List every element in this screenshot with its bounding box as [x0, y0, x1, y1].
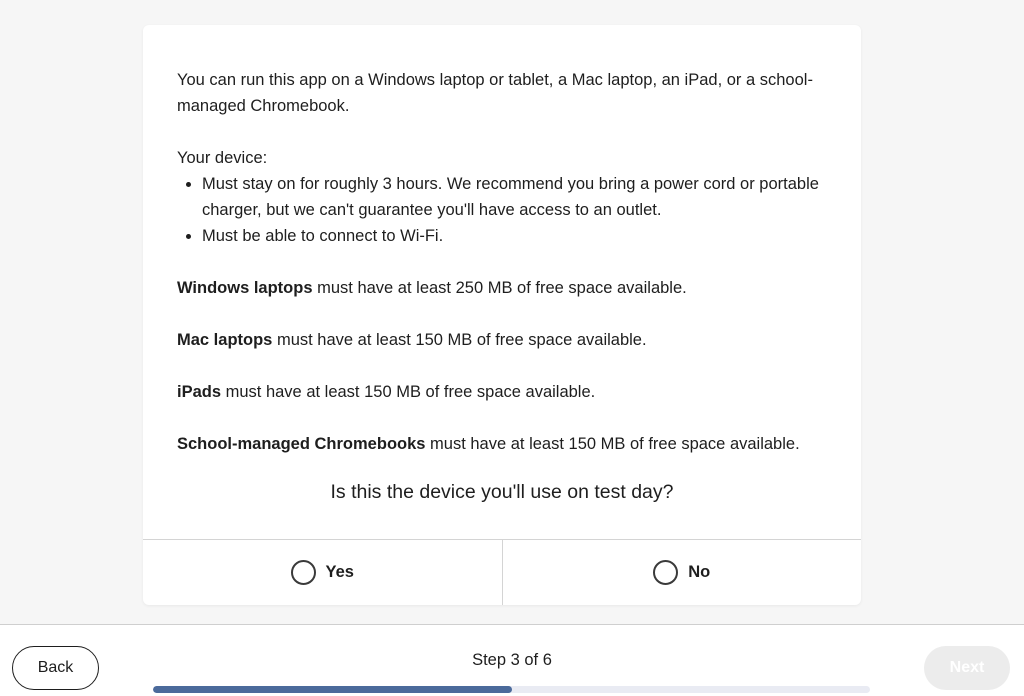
yes-label: Yes	[325, 563, 354, 581]
no-label: No	[688, 563, 711, 581]
space-mac	[177, 327, 831, 353]
requirements-list	[177, 171, 831, 249]
space-windows-device: Windows laptops	[177, 279, 313, 297]
requirement-item-battery: Must stay on for roughly 3 hours. We recommend you bring a power cord or portable charger, but we can't guarantee you'll have access to an outlet.	[177, 171, 831, 223]
no-option[interactable]	[502, 540, 862, 605]
space-windows	[177, 275, 831, 301]
yes-option[interactable]	[143, 540, 502, 605]
space-ipad-text: must have at least 150 MB of free space available.	[221, 383, 596, 401]
space-chromebook	[177, 431, 831, 457]
back-button[interactable]: Back	[12, 646, 99, 690]
space-ipad	[177, 379, 831, 405]
space-mac-text: must have at least 150 MB of free space available.	[272, 331, 647, 349]
device-heading: Your device:	[177, 149, 268, 167]
next-button[interactable]: Next	[924, 646, 1010, 690]
requirement-item-wifi: Must be able to connect to Wi-Fi.	[177, 223, 831, 249]
device-requirements-card	[143, 25, 861, 605]
answer-choices	[143, 539, 861, 605]
wizard-footer	[0, 624, 1024, 696]
progress-bar-fill	[153, 686, 512, 693]
space-chromebook-text: must have at least 150 MB of free space available.	[425, 435, 800, 453]
step-indicator: Step 3 of 6	[472, 651, 552, 669]
space-windows-text: must have at least 250 MB of free space available.	[312, 279, 687, 297]
device-question: Is this the device you'll use on test day?	[330, 481, 674, 503]
requirements-content	[177, 67, 831, 457]
intro-text: You can run this app on a Windows laptop or tablet, a Mac laptop, an iPad, or a school-managed Chromebook.	[177, 71, 813, 115]
space-mac-device: Mac laptops	[177, 331, 273, 349]
yes-radio-icon[interactable]	[291, 560, 316, 585]
no-radio-icon[interactable]	[653, 560, 678, 585]
space-ipad-device: iPads	[177, 383, 222, 401]
progress-bar	[153, 686, 870, 693]
space-chromebook-device: School-managed Chromebooks	[177, 435, 426, 453]
